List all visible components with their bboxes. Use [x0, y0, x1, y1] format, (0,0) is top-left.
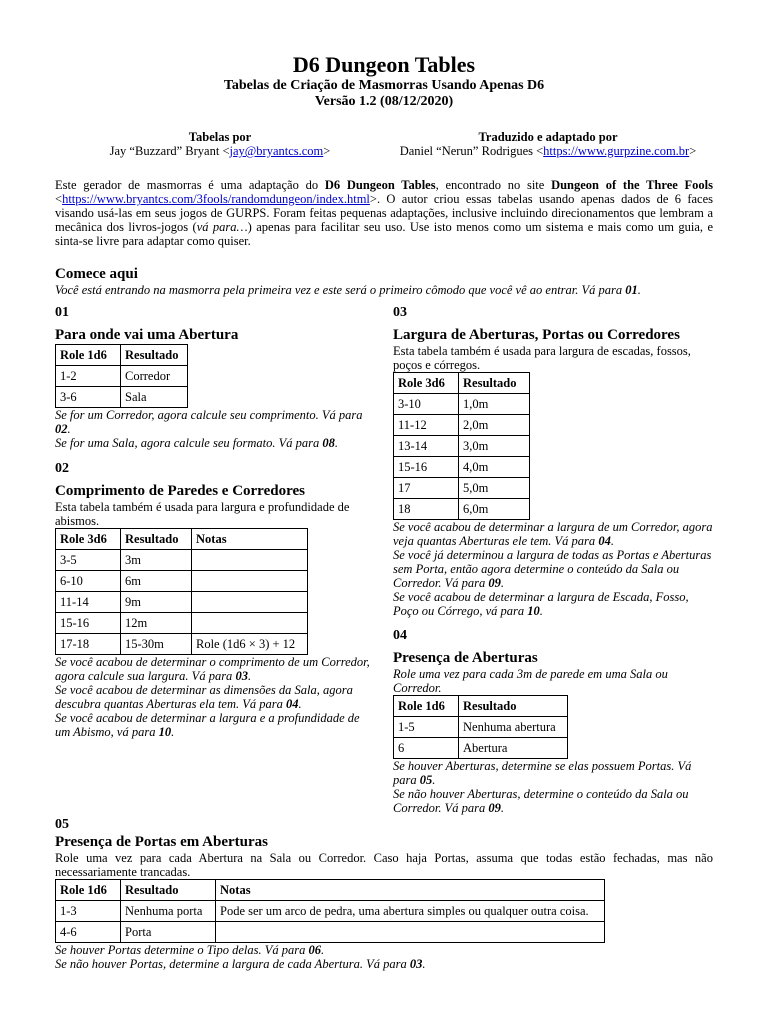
table-cell: 3,0m [459, 436, 530, 457]
note-text: Se for uma Sala, agora calcule seu formato. Vá para [55, 436, 323, 450]
start-end: . [637, 283, 641, 297]
intro-paragraph [55, 178, 713, 248]
section-note [55, 655, 375, 683]
table-cell: 3-10 [394, 394, 459, 415]
table-cell: 6 [394, 738, 459, 759]
version-text: Versão 1.2 (08/12/2020) [314, 94, 454, 109]
table-header-row [394, 373, 530, 394]
table-header: Resultado [121, 529, 192, 550]
section-number: 02 [55, 461, 69, 476]
document-title: D6 Dungeon Tables [292, 52, 476, 77]
note-text: Se não houver Portas, determine a largura de cada Abertura. Vá para [55, 957, 410, 971]
section-title: Presença de Aberturas [393, 650, 538, 666]
table-cell: Sala [121, 387, 188, 408]
credits-left-name: Jay “Buzzard” Bryant < [109, 144, 230, 158]
start-ref: 01 [625, 283, 638, 297]
note-end: . [610, 534, 614, 548]
section-title: Largura de Aberturas, Portas ou Corredores [393, 327, 680, 343]
table-cell: 12m [121, 613, 192, 634]
table-cell: Nenhuma abertura [459, 717, 568, 738]
table-row [56, 366, 188, 387]
note-text: Se for um Corredor, agora calcule seu comprimento. Vá para [55, 408, 363, 422]
table-cell: Role (1d6 × 3) + 12 [192, 634, 308, 655]
start-text [55, 283, 715, 297]
section-04 [393, 628, 713, 815]
note-ref: 09 [488, 801, 501, 815]
note-end: . [171, 725, 175, 739]
credits-left [55, 130, 385, 158]
note-end: . [298, 697, 302, 711]
note-ref: 02 [55, 422, 68, 436]
note-text: Se não houver Aberturas, determine o conteúdo da Sala ou Corredor. Vá para [393, 787, 689, 815]
translator-site-link[interactable]: https://www.gurpzine.com.br [543, 144, 690, 158]
note-text: Se você já determinou a largura de todas as Portas e Aberturas sem Porta, então agora determine o conteúdo da Sala ou Corredor. Vá para [393, 548, 712, 590]
intro-text: >. O autor criou essas tabelas usando apenas dados de 6 faces visando usá-las em seus jogos de GURPS. Foram feitas pequenas adaptações, inclusive incluindo direcionamentos que lembram a mecânica dos livros-jogos ( [55, 192, 713, 234]
section-description: Esta tabela também é usada para largura e profundidade de abismos. [55, 500, 350, 528]
section-03 [393, 305, 713, 618]
table-header: Resultado [459, 696, 568, 717]
note-ref: 09 [488, 576, 501, 590]
table-header: Role 3d6 [394, 373, 459, 394]
table-05 [55, 879, 605, 943]
section-number: 01 [55, 305, 69, 320]
section-note [55, 683, 375, 711]
table-cell [216, 922, 605, 943]
table-row [56, 387, 188, 408]
table-cell: Abertura [459, 738, 568, 759]
table-cell: 9m [121, 592, 192, 613]
table-row [394, 415, 530, 436]
table-cell: 3-5 [56, 550, 121, 571]
section-01 [55, 305, 375, 450]
note-end: . [500, 576, 505, 590]
table-cell: 1-2 [56, 366, 121, 387]
credits-right-name: Daniel “Nerun” Rodrigues < [399, 144, 544, 158]
table-cell: Porta [121, 922, 216, 943]
section-number: 05 [55, 817, 69, 832]
intro-italic: vá para… [196, 220, 248, 234]
note-end: . [320, 943, 325, 957]
note-text: Se você acabou de determinar as dimensões da Sala, agora descubra quantas Aberturas ela tem. Vá para [55, 683, 353, 711]
intro-text: , encontrado no site [435, 178, 552, 192]
section-note [55, 436, 375, 450]
note-end: . [334, 436, 338, 450]
table-cell: 15-16 [394, 457, 459, 478]
table-header-row [56, 880, 605, 901]
section-note [393, 520, 713, 548]
table-cell: 1,0m [459, 394, 530, 415]
table-cell: 6-10 [56, 571, 121, 592]
section-note [55, 957, 713, 971]
intro-text: Este gerador de masmorras é uma adaptação do [55, 178, 325, 192]
table-cell: 17-18 [56, 634, 121, 655]
note-end: . [432, 773, 436, 787]
start-title: Comece aqui [55, 266, 138, 282]
note-ref: 10 [527, 604, 540, 618]
note-text: Se você acabou de determinar a largura e a profundidade de um Abismo, vá para [55, 711, 360, 739]
table-cell: 18 [394, 499, 459, 520]
table-header: Notas [216, 880, 605, 901]
table-header: Resultado [121, 880, 216, 901]
note-text: Se você acabou de determinar o comprimento de um Corredor, agora calcule sua largura. Vá para [55, 655, 370, 683]
table-cell: 1-3 [56, 901, 121, 922]
table-row [394, 499, 530, 520]
table-header: Resultado [121, 345, 188, 366]
credits-left-close: > [323, 144, 331, 158]
start-text-body: Você está entrando na masmorra pela primeira vez e este será o primeiro cômodo que você vê ao entrar. Vá para [55, 283, 626, 297]
table-header-row [56, 345, 188, 366]
table-cell: Corredor [121, 366, 188, 387]
table-03 [393, 372, 530, 520]
table-cell: Nenhuma porta [121, 901, 216, 922]
table-row [56, 592, 308, 613]
author-email-link[interactable]: jay@bryantcs.com [229, 144, 324, 158]
source-link[interactable]: https://www.bryantcs.com/3fools/randomdungeon/index.html [62, 192, 370, 206]
table-header: Resultado [459, 373, 530, 394]
section-note [55, 408, 375, 436]
section-number: 03 [393, 305, 407, 320]
note-ref: 05 [419, 773, 433, 787]
table-cell: 4-6 [56, 922, 121, 943]
credits-right-close: > [689, 144, 697, 158]
table-row [394, 738, 568, 759]
intro-text: < [55, 192, 63, 206]
table-row [394, 436, 530, 457]
table-row [56, 550, 308, 571]
table-row [394, 457, 530, 478]
section-title: Para onde vai uma Abertura [55, 327, 239, 343]
section-description: Role uma vez para cada 3m de parede em uma Sala ou Corredor. [393, 667, 668, 695]
document-subtitle [0, 78, 768, 110]
section-05 [55, 817, 713, 971]
table-header: Notas [192, 529, 308, 550]
section-note [393, 590, 713, 618]
table-row [56, 901, 605, 922]
note-ref: 10 [158, 725, 172, 739]
table-cell: 2,0m [459, 415, 530, 436]
table-row [394, 394, 530, 415]
table-row [56, 571, 308, 592]
note-end: . [67, 422, 71, 436]
section-note [55, 711, 375, 739]
table-row [56, 634, 308, 655]
table-cell: 6,0m [459, 499, 530, 520]
note-ref: 06 [308, 943, 321, 957]
note-text: Se você acabou de determinar a largura de Escada, Fosso, Poço ou Córrego, vá para [393, 590, 689, 618]
table-cell [192, 571, 308, 592]
table-cell: Pode ser um arco de pedra, uma abertura simples ou qualquer outra coisa. [216, 901, 605, 922]
credits-left-label: Tabelas por [188, 130, 252, 144]
intro-text: ) apenas para facilitar seu uso. Use isto menos como um sistema e mais como um guia, e sinta-se livre para adaptar como quiser. [55, 220, 713, 248]
credits-right [383, 130, 713, 158]
note-end: . [422, 957, 426, 971]
note-end: . [500, 801, 505, 815]
table-cell: 17 [394, 478, 459, 499]
table-cell: 15-30m [121, 634, 192, 655]
table-row [56, 922, 605, 943]
subtitle-text: Tabelas de Criação de Masmorras Usando Apenas D6 [223, 78, 545, 93]
note-ref: 04 [598, 534, 611, 548]
table-cell: 3-6 [56, 387, 121, 408]
table-header: Role 3d6 [56, 529, 121, 550]
intro-bold-title: D6 Dungeon Tables [324, 178, 436, 192]
table-header: Role 1d6 [56, 880, 121, 901]
table-row [56, 613, 308, 634]
section-note [393, 548, 713, 590]
note-text: Se houver Portas determine o Tipo delas. Vá para [55, 943, 309, 957]
section-note [55, 943, 713, 957]
note-ref: 03 [235, 669, 248, 683]
table-header: Role 1d6 [394, 696, 459, 717]
table-cell [192, 592, 308, 613]
note-ref: 08 [322, 436, 335, 450]
table-cell [192, 550, 308, 571]
section-description: Role uma vez para cada Abertura na Sala ou Corredor. Caso haja Portas, assuma que todas estão fechadas, mas não necessariamente trancadas. [55, 851, 713, 879]
table-04 [393, 695, 568, 759]
section-title: Presença de Portas em Aberturas [55, 834, 269, 850]
table-02 [55, 528, 308, 655]
credits-right-label: Traduzido e adaptado por [478, 130, 618, 144]
note-ref: 03 [409, 957, 423, 971]
section-description: Esta tabela também é usada para largura de escadas, fossos, poços e córregos. [393, 344, 691, 372]
table-01 [55, 344, 188, 408]
note-text: Se houver Aberturas, determine se elas possuem Portas. Vá para [393, 759, 692, 787]
table-row [394, 478, 530, 499]
section-note [393, 759, 713, 787]
table-cell: 11-12 [394, 415, 459, 436]
section-start [55, 266, 715, 297]
table-cell: 1-5 [394, 717, 459, 738]
table-cell: 6m [121, 571, 192, 592]
note-end: . [539, 604, 543, 618]
note-ref: 04 [286, 697, 299, 711]
table-cell: 4,0m [459, 457, 530, 478]
section-number: 04 [393, 628, 407, 643]
section-title: Comprimento de Paredes e Corredores [55, 483, 305, 499]
intro-bold-site: Dungeon of the Three Fools [551, 178, 714, 192]
table-cell: 15-16 [56, 613, 121, 634]
table-cell: 5,0m [459, 478, 530, 499]
section-02 [55, 461, 375, 739]
table-row [394, 717, 568, 738]
table-cell: 3m [121, 550, 192, 571]
section-note [393, 787, 713, 815]
table-cell [192, 613, 308, 634]
table-header-row [56, 529, 308, 550]
note-text: Se você acabou de determinar a largura de um Corredor, agora veja quantas Aberturas ele tem. Vá para [393, 520, 713, 548]
table-header-row [394, 696, 568, 717]
table-cell: 13-14 [394, 436, 459, 457]
note-end: . [247, 669, 252, 683]
table-cell: 11-14 [56, 592, 121, 613]
table-header: Role 1d6 [56, 345, 121, 366]
